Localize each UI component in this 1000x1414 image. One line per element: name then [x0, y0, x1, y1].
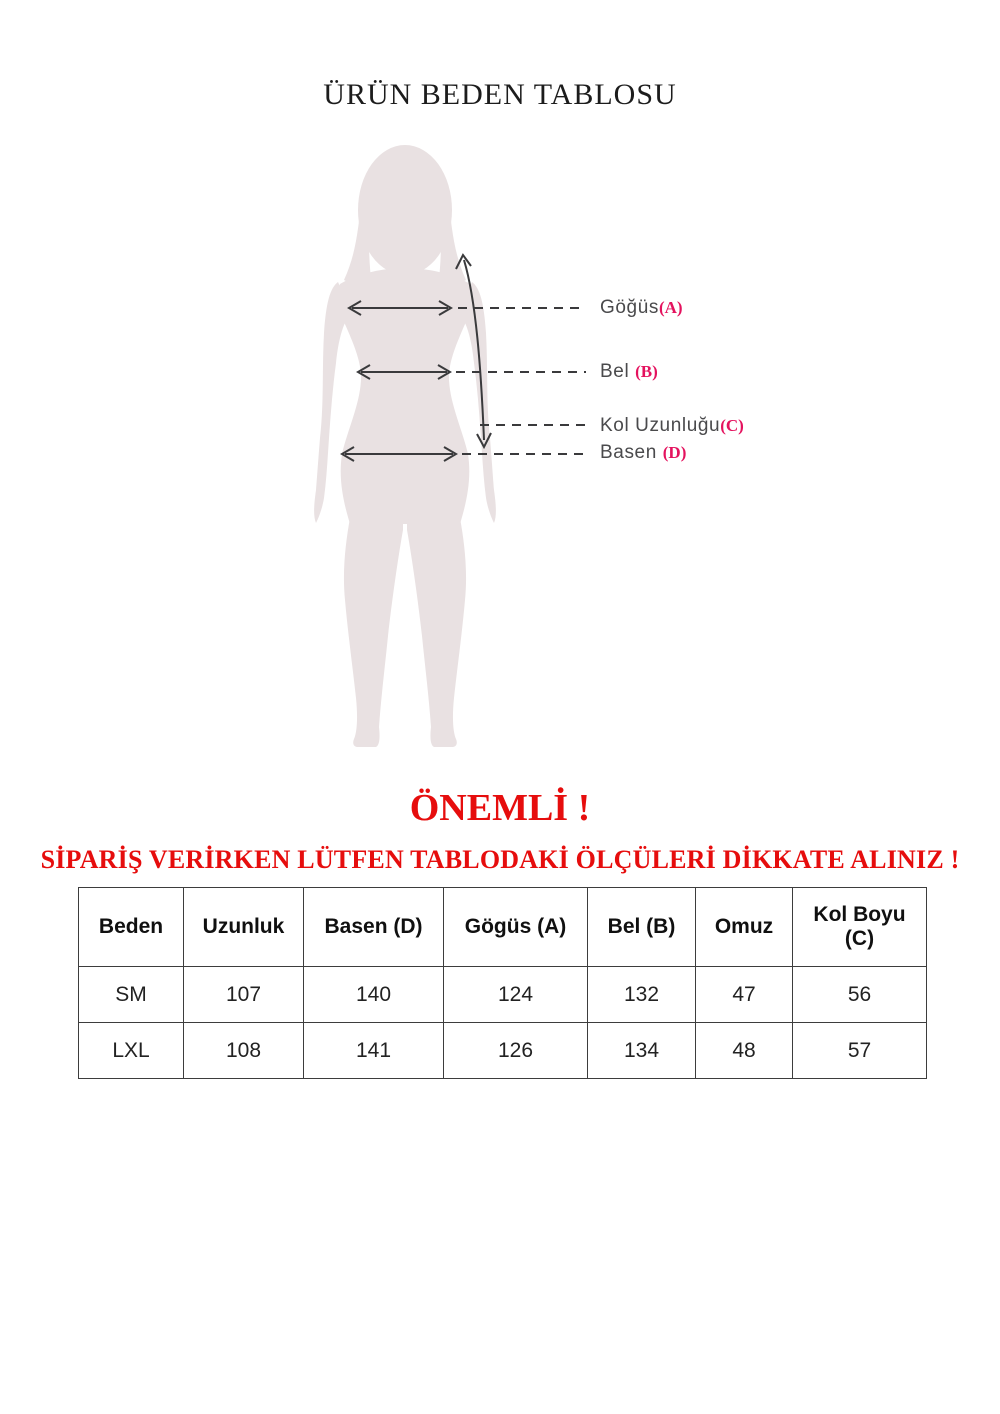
body-silhouette-diagram: [280, 138, 590, 762]
value-cell: 132: [588, 967, 696, 1023]
left-arm-shape: [314, 282, 346, 523]
header-cell-bel: Bel (B): [588, 888, 696, 967]
hips-label-text: Basen: [600, 442, 663, 463]
table-header-row: [79, 888, 927, 967]
value-cell: 141: [304, 1023, 444, 1079]
value-cell: 47: [696, 967, 793, 1023]
important-heading: ÖNEMLİ !: [409, 787, 591, 829]
waist-label-text: Bel: [600, 361, 636, 382]
right-arm-shape: [464, 282, 496, 523]
value-cell: 124: [444, 967, 588, 1023]
header-cell-omuz: Omuz: [696, 888, 793, 967]
hips-label-code: (D): [662, 443, 687, 462]
header-cell-gogus: Gögüs (A): [444, 888, 588, 967]
table-row-lxl: [79, 1023, 927, 1079]
value-cell: 107: [184, 967, 304, 1023]
header-cell-uzunluk: Uzunluk: [184, 888, 304, 967]
size-cell: SM: [79, 967, 184, 1023]
chest-label: [600, 297, 683, 319]
value-cell: 56: [793, 967, 927, 1023]
waist-label-code: (B): [635, 362, 658, 381]
hips-label: [600, 442, 686, 464]
chest-label-text: Göğüs: [600, 297, 659, 318]
warning-text: SİPARİŞ VERİRKEN LÜTFEN TABLODAKİ ÖLÇÜLERİ DİKKATE ALINIZ !: [40, 845, 960, 874]
female-silhouette: [314, 145, 496, 747]
left-leg-shape: [344, 518, 403, 747]
value-cell: 140: [304, 967, 444, 1023]
value-cell: 134: [588, 1023, 696, 1079]
chest-label-code: (A): [658, 298, 683, 317]
header-cell-basen: Basen (D): [304, 888, 444, 967]
value-cell: 108: [184, 1023, 304, 1079]
size-cell: LXL: [79, 1023, 184, 1079]
value-cell: 57: [793, 1023, 927, 1079]
torso-shape: [337, 268, 473, 524]
arm-length-label-code: (C): [720, 416, 744, 435]
right-leg-shape: [407, 518, 466, 747]
arm-length-label: [600, 415, 744, 437]
page-title: ÜRÜN BEDEN TABLOSU: [323, 78, 677, 111]
arm-length-label-text: Kol Uzunluğu: [600, 415, 721, 436]
value-cell: 48: [696, 1023, 793, 1079]
waist-label: [600, 361, 658, 383]
size-table: [78, 887, 927, 1079]
table-row-sm: [79, 967, 927, 1023]
value-cell: 126: [444, 1023, 588, 1079]
header-cell-beden: Beden: [79, 888, 184, 967]
header-cell-kol-boyu: Kol Boyu (C): [793, 888, 927, 967]
